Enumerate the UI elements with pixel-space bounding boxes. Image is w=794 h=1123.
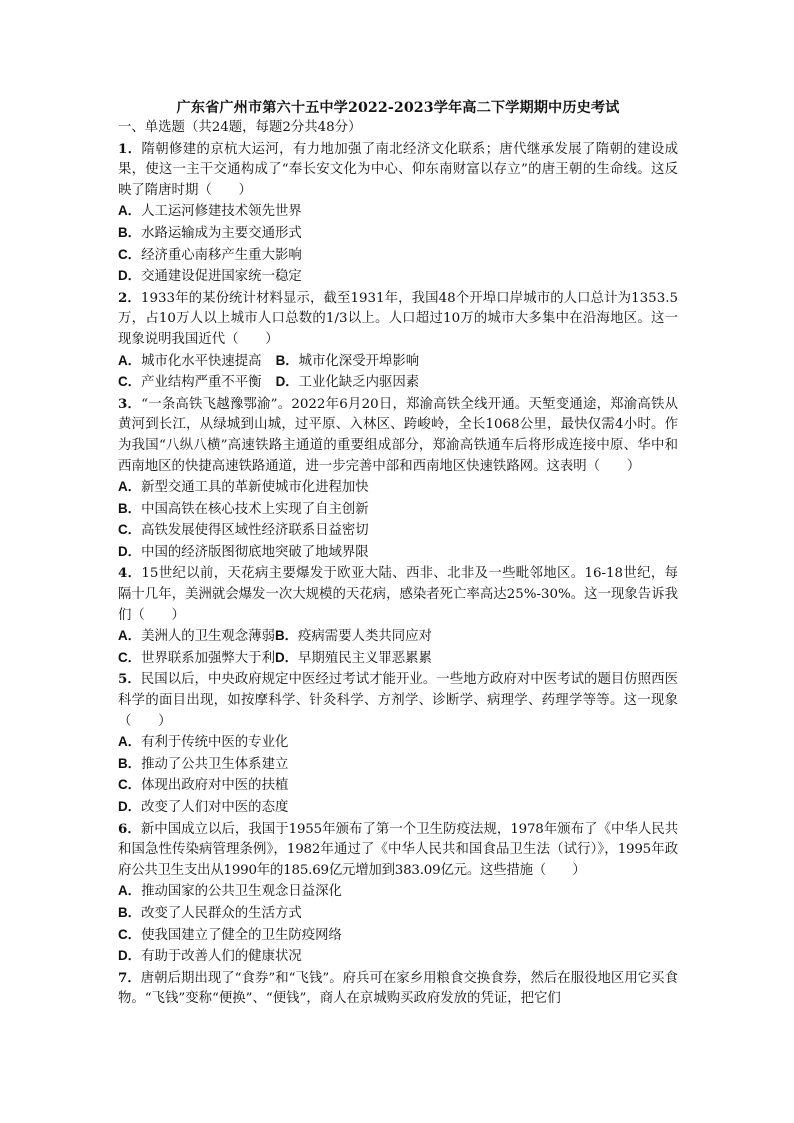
question-3 [118,394,678,564]
option-d[interactable]: D．早期殖民主义罪恶累累 [274,649,432,666]
option-d[interactable]: D．中国的经济版图彻底地突破了地域界限 [118,543,369,560]
exam-title: 广东省广州市第六十五中学2022-2023学年高二下学期期中历史考试 [176,100,620,116]
question-text: 隋朝修建的京杭大运河，有力地加强了南北经济文化联系；唐代继承发展了隋朝的建设成果，使这一主干交通构成了“奉长安文化为中心、仰东南财富以存立”的唐王朝的生命线。这反映了隋唐时期（ ） [118,141,678,198]
option-d[interactable]: D．工业化缺乏内驱因素 [275,374,420,391]
option-c[interactable]: C．世界联系加强弊大于利 [118,649,275,666]
option-c[interactable]: C．体现出政府对中医的扶植 [118,777,289,794]
option-b[interactable]: B．中国高铁在核心技术上实现了自主创新 [118,500,369,517]
question-number: 3． [118,395,142,412]
question-number: 6． [118,820,141,837]
question-number: 2． [118,289,141,306]
question-text: 唐朝后期出现了“食券”和“飞钱”。府兵可在家乡用粮食交换食券，然后在服役地区用它买食物。“飞钱”变称“便换”、“便钱”，商人在京城购买政府发放的凭证，把它们 [118,970,678,1007]
question-stem [118,819,678,882]
option-a[interactable]: A．城市化水平快速提高 [118,352,262,369]
question-stem [118,968,678,1010]
question-text: 民国以后，中央政府规定中医经过考试才能开业。一些地方政府对中医考试的题目仿照西医科学的面目出现，如按摩科学、针灸科学、方剂学、诊断学、病理学、药理学等等。这一现象（ ） [118,672,678,729]
question-number: 4． [118,565,142,582]
option-c[interactable]: C．高铁发展使得区域性经济联系日益密切 [118,522,369,539]
option-a[interactable]: A．新型交通工具的革新使城市化进程加快 [118,479,369,496]
option-d[interactable]: D．有助于改善人们的健康状况 [118,948,302,965]
question-stem [118,394,678,477]
option-c[interactable]: C．产业结构严重不平衡 [118,374,262,391]
question-text: 1933年的某份统计材料显示，截至1931年，我国48个开埠口岸城市的人口总计为1353.5万，占10万人以上城市人口总数的1/3以上。人口超过10万的城市大多集中在沿海地区。这一现象说明我国近代（ ） [118,290,678,347]
option-row [118,626,678,648]
question-6 [118,819,678,968]
section-heading: 一、单选题（共24题，每题2分共48分） [118,120,362,135]
option-row [118,351,678,373]
question-2 [118,288,678,394]
option-b[interactable]: B．疫病需要人类共同应对 [274,628,432,645]
option-a[interactable]: A．推动国家的公共卫生观念日益深化 [118,883,342,900]
option-d[interactable]: D．交通建设促进国家统一稳定 [118,268,302,285]
question-stem [118,669,678,732]
option-b[interactable]: B．推动了公共卫生体系建立 [118,755,289,772]
question-7 [118,968,678,1010]
question-stem [118,563,678,626]
option-row [118,648,678,670]
exam-page [118,98,678,1010]
question-text: 新中国成立以后，我国于1955年颁布了第一个卫生防疫法规，1978年颁布了《中华人民共和国急性传染病管理条例》，1982年通过了《中华人民共和国食品卫生法（试行）》，1995年政府公共卫生支出从1990年的185.69亿元增加到383.09亿元。这些措施（ ） [118,821,678,878]
question-stem [118,288,678,351]
question-1 [118,139,678,288]
option-a[interactable]: A．有利于传统中医的专业化 [118,734,289,751]
option-b[interactable]: B．城市化深受开埠影响 [275,352,420,369]
option-a[interactable]: A．美洲人的卫生观念薄弱 [118,628,275,645]
option-c[interactable]: C．使我国建立了健全的卫生防疫网络 [118,926,342,943]
question-5 [118,669,678,818]
question-text: 15世纪以前，天花病主要爆发于欧亚大陆、西非、北非及一些毗邻地区。16-18世纪，每隔十几年，美洲就会爆发一次大规模的天花病，感染者死亡率高达25%-30%。这一现象告诉我们（ ） [118,566,678,623]
question-4 [118,563,678,669]
option-c[interactable]: C．经济重心南移产生重大影响 [118,246,302,263]
option-a[interactable]: A．人工运河修建技术领先世界 [118,203,302,220]
option-b[interactable]: B．水路运输成为主要交通形式 [118,224,302,241]
question-stem [118,139,678,202]
option-row [118,372,678,394]
question-number: 1． [118,140,142,157]
question-text: “一条高铁飞越豫鄂渝”。2022年6月20日，郑渝高铁全线开通。天堑变通途，郑渝高铁从黄河到长江，从绿城到山城，过平原、入林区、跨峻岭，全长1068公里，最快仅需4小时。作为我国“八纵八横”高速铁路主通道的重要组成部分，郑渝高铁通车后将形成连接中原、华中和西南地区的快捷高速铁路通道，进一步完善中部和西南地区快速铁路网。这表明（ ） [118,396,679,474]
option-b[interactable]: B．改变了人民群众的生活方式 [118,904,302,921]
question-number: 5． [118,671,141,688]
option-d[interactable]: D．改变了人们对中医的态度 [118,799,289,815]
question-number: 7． [118,969,141,986]
